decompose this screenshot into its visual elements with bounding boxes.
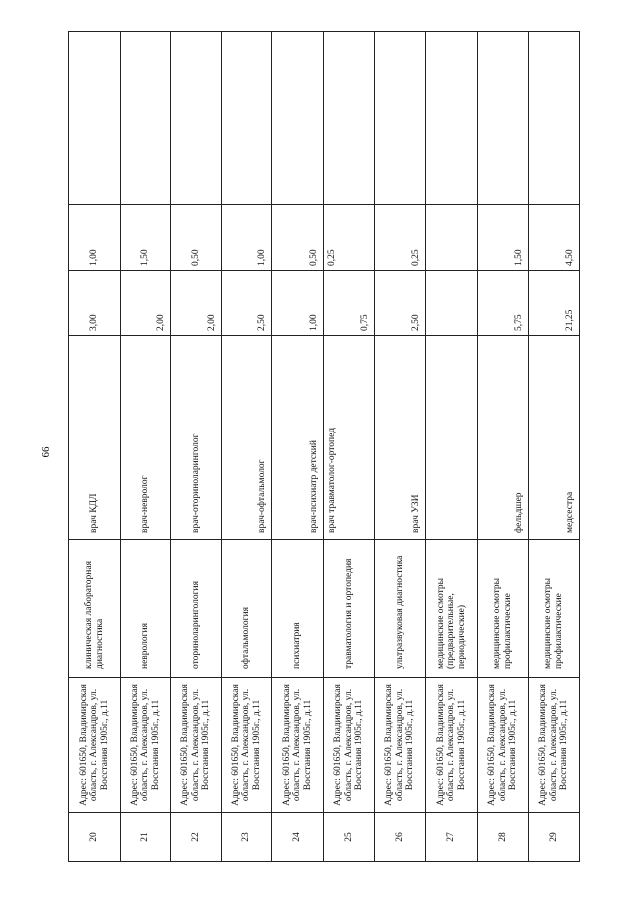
row-note <box>529 32 580 205</box>
row-rate-1: 2,50 <box>222 271 272 336</box>
row-rate-1: 21,25 <box>529 271 580 336</box>
row-rate-1: 5,75 <box>478 271 529 336</box>
row-rate-1: 2,00 <box>121 271 171 336</box>
row-rate-1: 2,50 <box>375 271 426 336</box>
table-row <box>222 32 272 862</box>
table-row <box>324 32 375 862</box>
row-address: Адрес: 601650, Владимирская область, г. Александров, ул. Восстания 1905г., д.11 <box>272 678 324 813</box>
row-position: врач-оториноларинголог <box>171 336 222 540</box>
row-direction: клиническая лабораторная диагностика <box>69 540 121 678</box>
row-rate-1: 3,00 <box>69 271 121 336</box>
row-position: врач УЗИ <box>375 336 426 540</box>
table-row <box>529 32 580 862</box>
row-address: Адрес: 601650, Владимирская область, г. Александров, ул. Восстания 1905г., д.11 <box>426 678 478 813</box>
row-note <box>272 32 324 205</box>
row-rate-2 <box>426 205 478 271</box>
row-address: Адрес: 601650, Владимирская область, г. Александров, ул. Восстания 1905г., д.11 <box>121 678 171 813</box>
row-note <box>69 32 121 205</box>
staffing-table-rotated <box>68 32 579 862</box>
row-direction: медицинские осмотры профилактические <box>478 540 529 678</box>
row-position: врач-офтальмолог <box>222 336 272 540</box>
row-note <box>171 32 222 205</box>
row-direction: оториноларингология <box>171 540 222 678</box>
table-row <box>478 32 529 862</box>
row-rate-2: 1,00 <box>69 205 121 271</box>
row-number: 21 <box>121 813 171 862</box>
table-row <box>375 32 426 862</box>
row-number: 28 <box>478 813 529 862</box>
table-row <box>121 32 171 862</box>
row-position: врач КДЛ <box>69 336 121 540</box>
row-rate-2: 0,25 <box>375 205 426 271</box>
row-address: Адрес: 601650, Владимирская область, г. Александров, ул. Восстания 1905г., д.11 <box>69 678 121 813</box>
row-number: 26 <box>375 813 426 862</box>
row-rate-2: 0,25 <box>324 205 375 271</box>
row-position: медсестра <box>529 336 580 540</box>
row-number: 27 <box>426 813 478 862</box>
row-address: Адрес: 601650, Владимирская область, г. Александров, ул. Восстания 1905г., д.11 <box>171 678 222 813</box>
row-number: 23 <box>222 813 272 862</box>
row-direction: психиатрия <box>272 540 324 678</box>
row-position: врач-психиатр детский <box>272 336 324 540</box>
row-rate-2: 1,50 <box>121 205 171 271</box>
table-row <box>426 32 478 862</box>
row-address: Адрес: 601650, Владимирская область, г. Александров, ул. Восстания 1905г., д.11 <box>324 678 375 813</box>
row-address: Адрес: 601650, Владимирская область, г. Александров, ул. Восстания 1905г., д.11 <box>478 678 529 813</box>
row-rate-1: 2,00 <box>171 271 222 336</box>
staffing-table <box>68 31 580 862</box>
row-direction: медицинские осмотры (предварительные, периодические) <box>426 540 478 678</box>
row-number: 25 <box>324 813 375 862</box>
row-address: Адрес: 601650, Владимирская область, г. Александров, ул. Восстания 1905г., д.11 <box>375 678 426 813</box>
table-row <box>69 32 121 862</box>
row-number: 29 <box>529 813 580 862</box>
row-rate-1: 1,00 <box>272 271 324 336</box>
page-number: 66 <box>40 446 52 458</box>
row-direction: медицинские осмотры профилактические <box>529 540 580 678</box>
row-direction: ультразвуковая диагностика <box>375 540 426 678</box>
row-address: Адрес: 601650, Владимирская область, г. Александров, ул. Восстания 1905г., д.11 <box>529 678 580 813</box>
table-row <box>272 32 324 862</box>
row-rate-2: 1,00 <box>222 205 272 271</box>
row-number: 24 <box>272 813 324 862</box>
row-note <box>324 32 375 205</box>
row-position: врач-невролог <box>121 336 171 540</box>
row-direction: офтальмология <box>222 540 272 678</box>
row-number: 20 <box>69 813 121 862</box>
row-note <box>375 32 426 205</box>
row-position: фельдшер <box>478 336 529 540</box>
row-direction: неврология <box>121 540 171 678</box>
row-rate-1: 0,75 <box>324 271 375 336</box>
row-rate-2: 0,50 <box>272 205 324 271</box>
row-note <box>426 32 478 205</box>
row-rate-1 <box>426 271 478 336</box>
row-address: Адрес: 601650, Владимирская область, г. Александров, ул. Восстания 1905г., д.11 <box>222 678 272 813</box>
row-rate-2: 1,50 <box>478 205 529 271</box>
table-row <box>171 32 222 862</box>
row-note <box>121 32 171 205</box>
row-position: врач травматолог-ортопед <box>324 336 375 540</box>
row-rate-2: 0,50 <box>171 205 222 271</box>
row-number: 22 <box>171 813 222 862</box>
row-note <box>222 32 272 205</box>
row-direction: травматология и ортопедия <box>324 540 375 678</box>
row-position <box>426 336 478 540</box>
row-rate-2: 4,50 <box>529 205 580 271</box>
row-note <box>478 32 529 205</box>
